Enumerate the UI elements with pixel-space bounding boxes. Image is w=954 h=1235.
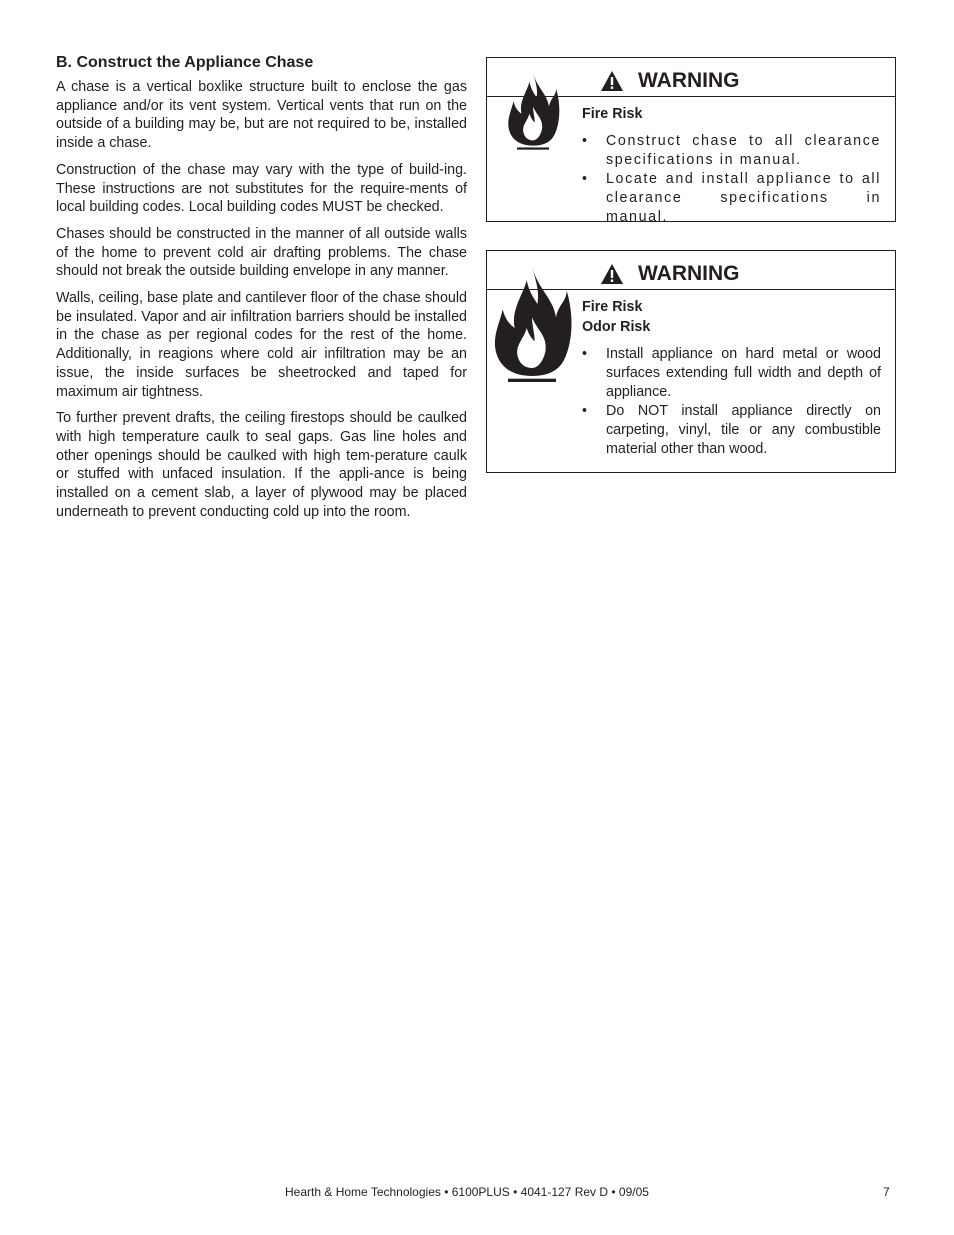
bullet-symbol: • xyxy=(582,346,588,362)
footer-text: Hearth & Home Technologies • 6100PLUS • 4041-127 Rev D • 09/05 xyxy=(285,1185,649,1199)
page-number: 7 xyxy=(883,1185,890,1199)
paragraph-1: A chase is a vertical boxlike structure built to enclose the gas appliance and/or its vent system. Vertical vents that run on the outside of a building may be, but are not required to be, installed inside a chase. xyxy=(56,79,467,152)
paragraph-2: Construction of the chase may vary with the type of build-ing. These instructions are not substitutes for the require-ments of local building codes. Local building codes MUST be checked. xyxy=(56,161,467,216)
warning-box-fire xyxy=(486,57,896,225)
bullet-symbol: • xyxy=(582,403,588,419)
warning-triangle-icon xyxy=(600,263,624,285)
bullet-symbol: • xyxy=(582,133,589,149)
risk-label-odor: Odor Risk xyxy=(582,319,651,335)
warning-text xyxy=(582,97,881,227)
warning-text xyxy=(582,290,881,459)
warning-title: WARNING xyxy=(638,262,740,285)
warning-body xyxy=(487,97,895,227)
section-title: B. Construct the Appliance Chase xyxy=(56,54,314,71)
bullet-item xyxy=(582,170,881,227)
paragraph-5: To further prevent drafts, the ceiling firestops should be caulked with high temperature caulk to seal gaps. Gas line holes and other openings should be caulked with high tem-perature caulk or stuffed with unfaced insulation. If the appli-ance is being installed on a cement slab, a layer of plywood may be placed underneath to prevent conducting cold up into the room. xyxy=(56,410,467,520)
bullet-symbol: • xyxy=(582,171,589,187)
bullet-item xyxy=(582,345,881,402)
bullet-text: Locate and install appliance to all clearance specifications in manual. xyxy=(606,171,881,225)
main-column xyxy=(56,53,467,529)
bullet-item xyxy=(582,132,881,170)
paragraph-3: Chases should be constructed in the manner of all outside walls of the home to prevent cold air drafting problems. The chase should not break the outside building envelope in any manner. xyxy=(56,225,467,280)
warning-box-fire-odor xyxy=(486,250,896,473)
bullet-text: Construct chase to all clearance specifications in manual. xyxy=(606,133,881,168)
warning-triangle-icon xyxy=(600,70,624,92)
warning-bullets xyxy=(582,132,881,227)
warning-body xyxy=(487,290,895,459)
bullet-item xyxy=(582,402,881,459)
risk-label-fire: Fire Risk xyxy=(582,106,643,122)
warning-bullets xyxy=(582,345,881,459)
bullet-text: Install appliance on hard metal or wood surfaces extending full width and depth of appliance. xyxy=(606,346,881,400)
paragraph-4: Walls, ceiling, base plate and cantilever floor of the chase should be insulated. Vapor and air infiltration barriers should be installed in the chase as per regional codes for the rest of the home. Additionally, in reagions where cold air infiltration may be an issue, the inside surfaces be sheetrocked and taped for maximum air tightness. xyxy=(56,290,467,400)
flame-icon xyxy=(492,264,572,384)
bullet-text: Do NOT install appliance directly on carpeting, vinyl, tile or any combustible material other than wood. xyxy=(606,403,881,457)
warning-title: WARNING xyxy=(638,69,740,92)
flame-icon xyxy=(506,71,560,151)
risk-label-fire: Fire Risk xyxy=(582,299,643,315)
